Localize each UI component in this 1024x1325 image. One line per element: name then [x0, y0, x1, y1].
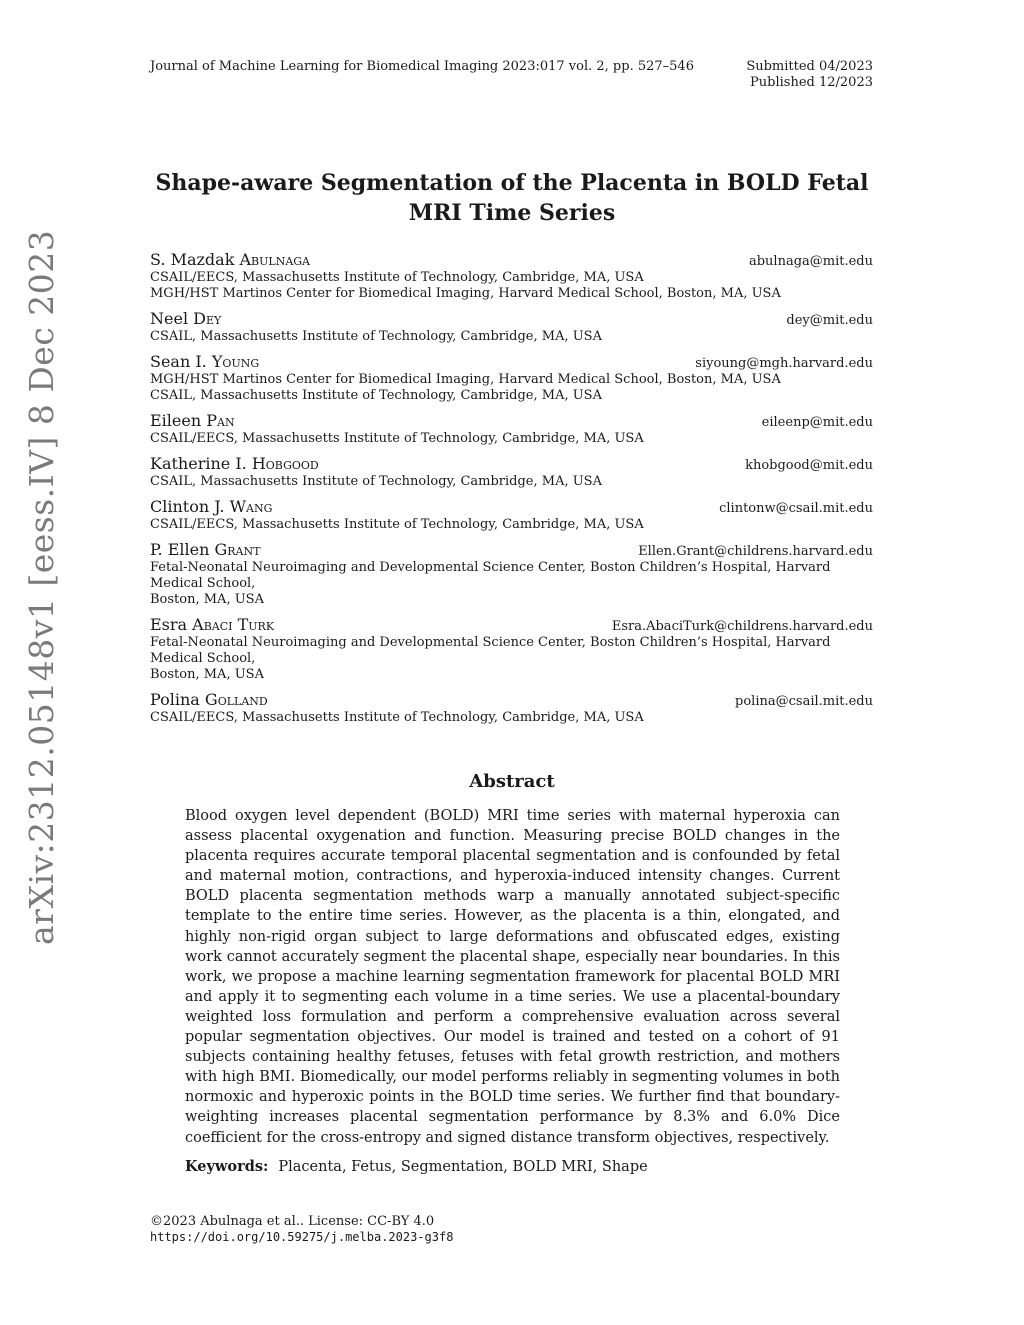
- author-block: [150, 690, 873, 726]
- author-block: [150, 540, 873, 608]
- author-email[interactable]: abulnaga@mit.edu: [748, 254, 873, 269]
- author-affiliation: CSAIL/EECS, Massachusetts Institute of Technology, Cambridge, MA, USA: [150, 431, 644, 446]
- keywords-text: Placenta, Fetus, Segmentation, BOLD MRI, Shape: [278, 1159, 648, 1175]
- author-email[interactable]: Esra.AbaciTurk@childrens.harvard.edu: [611, 619, 873, 634]
- author-affiliation: CSAIL, Massachusetts Institute of Technology, Cambridge, MA, USA: [150, 329, 602, 344]
- submitted-date: Submitted 04/2023: [746, 59, 873, 74]
- author-affiliation: CSAIL, Massachusetts Institute of Technology, Cambridge, MA, USA: [150, 474, 602, 489]
- license-note: ©2023 Abulnaga et al.. License: CC-BY 4.0: [150, 1214, 435, 1229]
- author-name: Clinton J. Wang: [150, 497, 273, 516]
- author-affiliation: CSAIL/EECS, Massachusetts Institute of Technology, Cambridge, MA, USA: [150, 710, 644, 725]
- author-email[interactable]: khobgood@mit.edu: [745, 458, 873, 473]
- author-name: Sean I. Young: [150, 352, 260, 371]
- author-affiliation: Fetal-Neonatal Neuroimaging and Developmental Science Center, Boston Children’s Hospital, Harvard Medical School,: [150, 635, 831, 666]
- author-affiliation: Fetal-Neonatal Neuroimaging and Developmental Science Center, Boston Children’s Hospital, Harvard Medical School,: [150, 560, 831, 591]
- paper-title: [0, 168, 1024, 228]
- author-block: [150, 352, 873, 404]
- author-affiliation: CSAIL, Massachusetts Institute of Technology, Cambridge, MA, USA: [150, 388, 602, 403]
- author-affiliation: CSAIL/EECS, Massachusetts Institute of Technology, Cambridge, MA, USA: [150, 517, 644, 532]
- author-list: [150, 250, 873, 733]
- title-line-1: Shape-aware Segmentation of the Placenta in BOLD Fetal: [155, 170, 869, 196]
- author-name: Esra Abaci Turk: [150, 615, 275, 634]
- author-email[interactable]: siyoung@mgh.harvard.edu: [695, 356, 873, 371]
- author-affiliation: MGH/HST Martinos Center for Biomedical Imaging, Harvard Medical School, Boston, MA, USA: [150, 286, 781, 301]
- author-name: Neel Dey: [150, 309, 222, 328]
- author-block: [150, 250, 873, 302]
- published-date: Published 12/2023: [750, 75, 873, 90]
- author-name: Eileen Pan: [150, 411, 235, 430]
- author-email[interactable]: clintonw@csail.mit.edu: [719, 501, 873, 516]
- arxiv-side-identifier: arXiv:2312.05148v1 [eess.IV] 8 Dec 2023: [22, 229, 61, 945]
- journal-header: Journal of Machine Learning for Biomedical Imaging 2023:017 vol. 2, pp. 527–546: [150, 59, 694, 74]
- author-affiliation: Boston, MA, USA: [150, 667, 264, 682]
- author-affiliation: Boston, MA, USA: [150, 592, 264, 607]
- author-email[interactable]: eileenp@mit.edu: [761, 415, 873, 430]
- author-name: Katherine I. Hobgood: [150, 454, 319, 473]
- author-name: P. Ellen Grant: [150, 540, 261, 559]
- doi-link[interactable]: https://doi.org/10.59275/j.melba.2023-g3f8: [150, 1230, 454, 1244]
- author-email[interactable]: dey@mit.edu: [786, 313, 873, 328]
- keywords-label: Keywords:: [185, 1158, 269, 1175]
- author-block: [150, 497, 873, 533]
- author-block: [150, 309, 873, 345]
- author-block: [150, 454, 873, 490]
- keywords-line: [185, 1158, 648, 1175]
- submission-dates: [746, 59, 873, 91]
- author-block: [150, 411, 873, 447]
- author-email[interactable]: Ellen.Grant@childrens.harvard.edu: [638, 544, 873, 559]
- title-line-2: MRI Time Series: [408, 200, 616, 226]
- author-name: Polina Golland: [150, 690, 268, 709]
- author-affiliation: CSAIL/EECS, Massachusetts Institute of Technology, Cambridge, MA, USA: [150, 270, 644, 285]
- author-email[interactable]: polina@csail.mit.edu: [735, 694, 873, 709]
- abstract-heading: Abstract: [469, 771, 555, 792]
- author-affiliation: MGH/HST Martinos Center for Biomedical Imaging, Harvard Medical School, Boston, MA, USA: [150, 372, 781, 387]
- author-block: [150, 615, 873, 683]
- abstract-text: Blood oxygen level dependent (BOLD) MRI time series with maternal hyperoxia can assess placental oxygenation and function. Measuring precise BOLD changes in the placenta requires accurate temporal placental segmentation and is confounded by fetal and maternal motion, contractions, and hyperoxia-induced intensity changes. Current BOLD placenta segmentation methods warp a manually annotated subject-specific template to the entire time series. However, as the placenta is a thin, elongated, and highly non-rigid organ subject to large deformations and obfuscated edges, existing work cannot accurately segment the placental shape, especially near boundaries. In this work, we propose a machine learning segmentation framework for placental BOLD MRI and apply it to segmenting each volume in a time series. We use a placental-boundary weighted loss formulation and perform a comprehensive evaluation across several popular segmentation objectives. Our model is trained and tested on a cohort of 91 subjects containing healthy fetuses, fetuses with fetal growth restriction, and mothers with high BMI. Biomedically, our model performs reliably in segmenting volumes in both normoxic and hyperoxic points in the BOLD time series. We further find that boundary-weighting increases placental segmentation performance by 8.3% and 6.0% Dice coefficient for the cross-entropy and signed distance transform objectives, respectively.: [185, 808, 840, 1146]
- author-name: S. Mazdak Abulnaga: [150, 250, 310, 269]
